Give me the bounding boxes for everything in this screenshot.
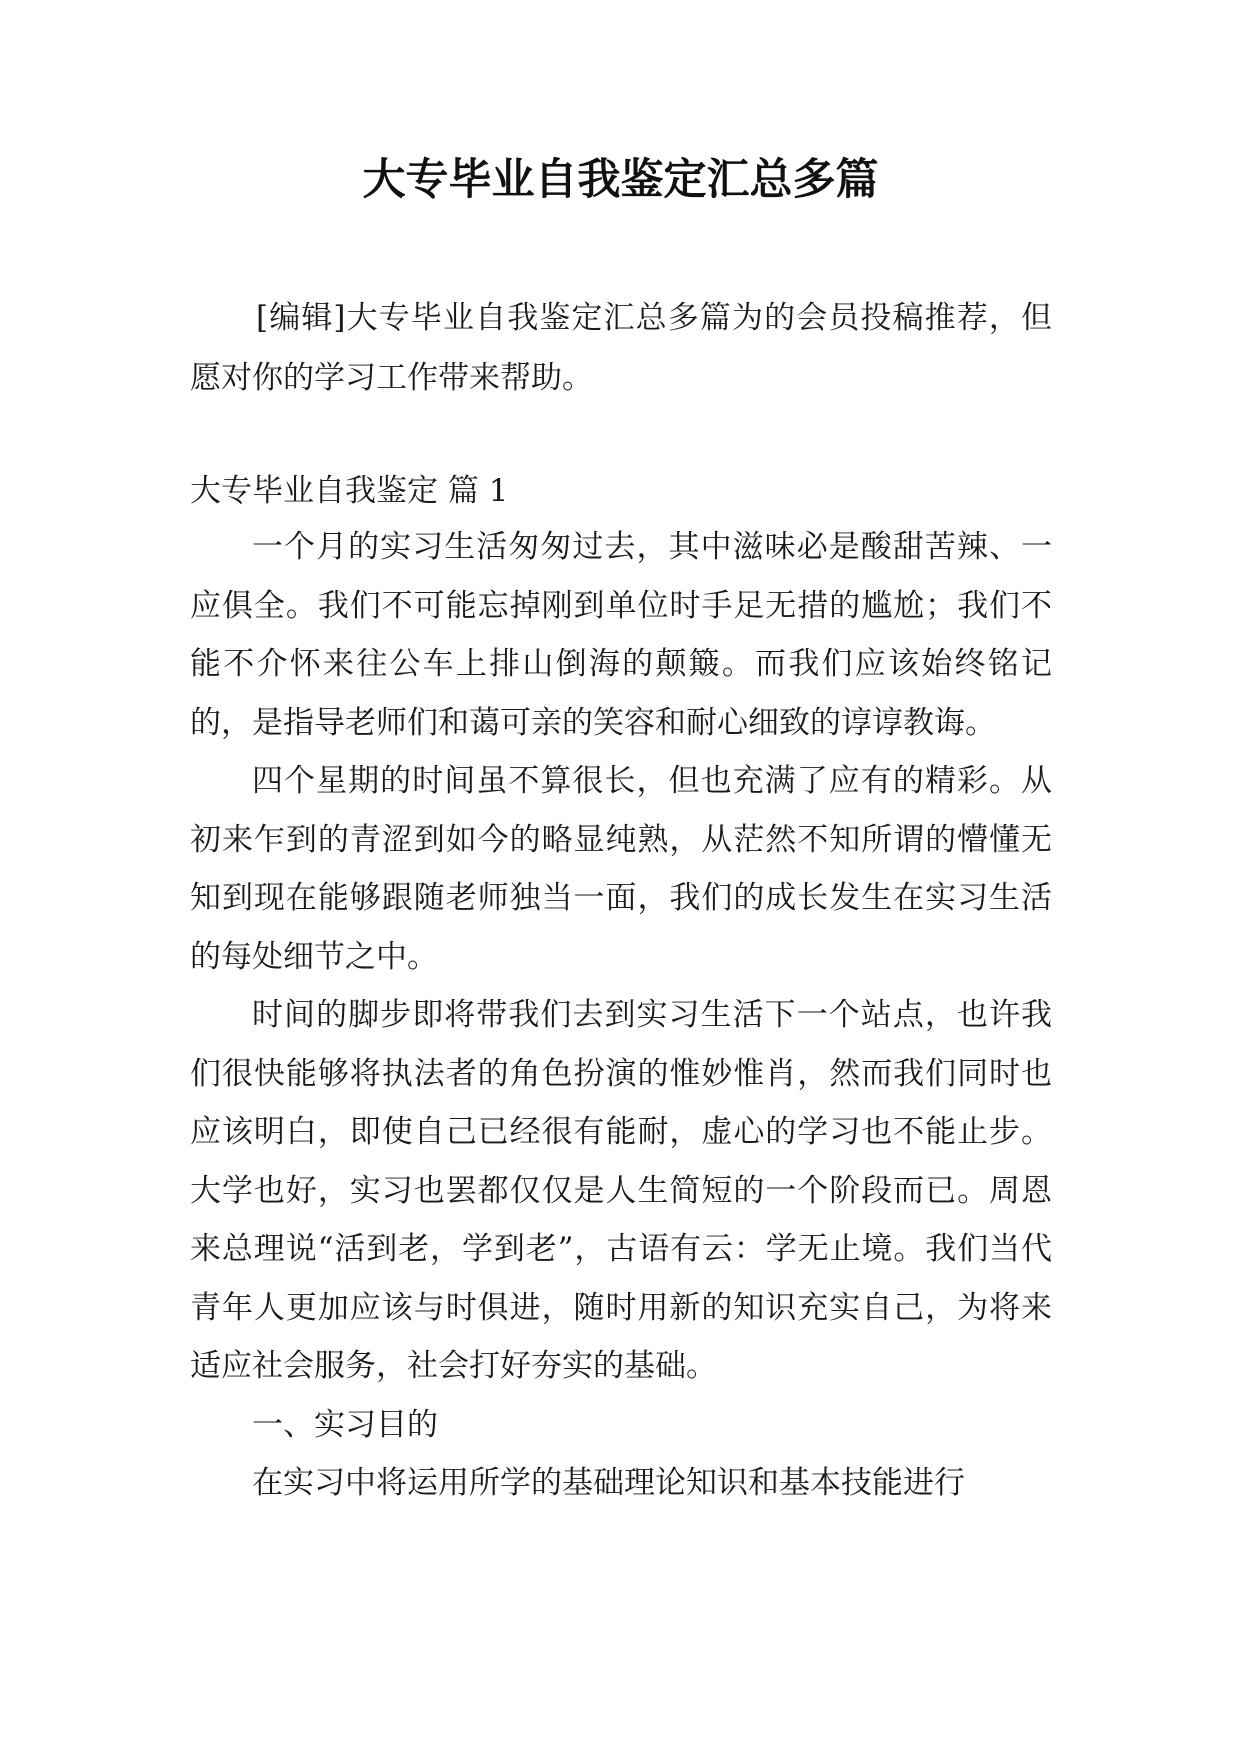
paragraph: 一个月的实习生活匆匆过去，其中滋味必是酸甜苦辣、一应俱全。我们不可能忘掉刚到单位时手足无措的尴尬；我们不能不介怀来往公车上排山倒海的颠簸。而我们应该始终铭记的，是指导老师们和蔼可亲的笑容和耐心细致的谆谆教诲。 [190,529,1052,741]
body-content [190,518,1052,1513]
section-heading: 大专毕业自我鉴定 篇 1 [190,473,509,509]
paragraph: 四个星期的时间虽不算很长，但也充满了应有的精彩。从初来乍到的青涩到如今的略显纯熟，从茫然不知所谓的懵懂无知到现在能够跟随老师独当一面，我们的成长发生在实习生活的每处细节之中。 [190,763,1052,975]
intro-text: [编辑]大专毕业自我鉴定汇总多篇为的会员投稿推荐，但愿对你的学习工作带来帮助。 [190,300,1052,396]
paragraph: 在实习中将运用所学的基础理论知识和基本技能进行 [252,1465,965,1501]
document-title: 大专毕业自我鉴定汇总多篇 [362,155,879,205]
intro-paragraph [190,288,1052,408]
paragraph: 时间的脚步即将带我们去到实习生活下一个站点，也许我们很快能够将执法者的角色扮演的惟妙惟肖，然而我们同时也应该明白，即使自己已经很有能耐，虚心的学习也不能止步。大学也好，实习也罢都仅仅是人生简短的一个阶段而已。周恩来总理说“活到老，学到老”，古语有云：学无止境。我们当代青年人更加应该与时俱进，随时用新的知识充实自己，为将来适应社会服务，社会打好夯实的基础。 [190,997,1052,1384]
subheading: 一、实习目的 [252,1406,438,1443]
